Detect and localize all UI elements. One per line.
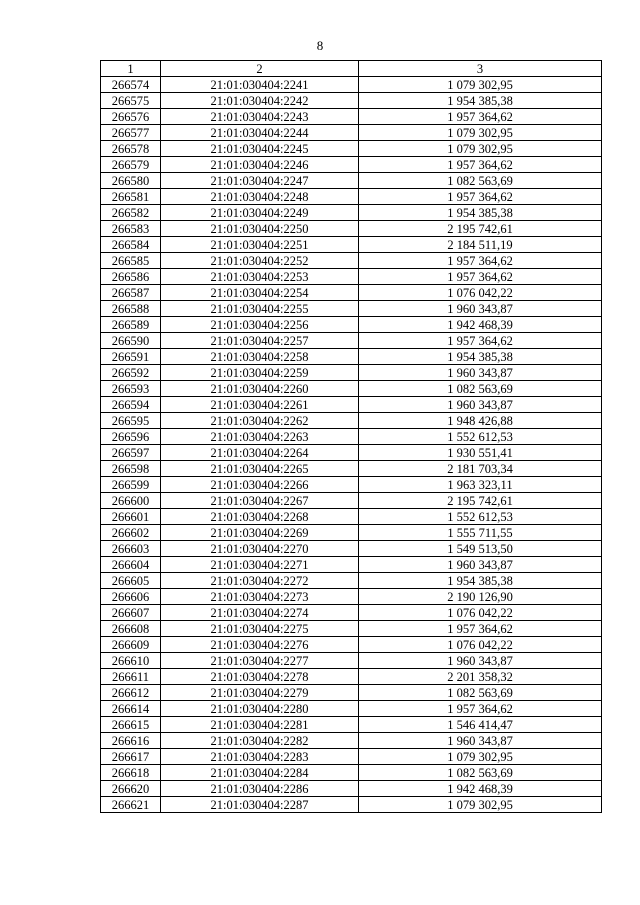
- table-row: [101, 269, 602, 285]
- table-row: [101, 381, 602, 397]
- value-cell: 1 079 302,95: [359, 125, 602, 141]
- table-row: [101, 173, 602, 189]
- row-number-cell: 266598: [101, 461, 161, 477]
- table-row: [101, 93, 602, 109]
- cadastral-number-cell: 21:01:030404:2269: [161, 525, 359, 541]
- value-cell: 1 076 042,22: [359, 637, 602, 653]
- table-row: [101, 797, 602, 813]
- value-cell: 1 549 513,50: [359, 541, 602, 557]
- table-row: [101, 365, 602, 381]
- value-cell: 1 076 042,22: [359, 285, 602, 301]
- table-row: [101, 221, 602, 237]
- page-number: 8: [316, 38, 324, 53]
- value-cell: 1 954 385,38: [359, 93, 602, 109]
- row-number-cell: 266587: [101, 285, 161, 301]
- table-row: [101, 461, 602, 477]
- table-row: [101, 669, 602, 685]
- row-number-cell: 266578: [101, 141, 161, 157]
- table-row: [101, 109, 602, 125]
- cadastral-number-cell: 21:01:030404:2274: [161, 605, 359, 621]
- row-number-cell: 266589: [101, 317, 161, 333]
- cadastral-number-cell: 21:01:030404:2284: [161, 765, 359, 781]
- table-row: [101, 701, 602, 717]
- value-cell: 1 957 364,62: [359, 269, 602, 285]
- row-number-cell: 266590: [101, 333, 161, 349]
- value-cell: 1 930 551,41: [359, 445, 602, 461]
- column-header-2: 2: [161, 61, 359, 77]
- cadastral-number-cell: 21:01:030404:2268: [161, 509, 359, 525]
- table-row: [101, 285, 602, 301]
- cadastral-number-cell: 21:01:030404:2249: [161, 205, 359, 221]
- table-row: [101, 781, 602, 797]
- table-row: [101, 685, 602, 701]
- row-number-cell: 266618: [101, 765, 161, 781]
- cadastral-number-cell: 21:01:030404:2241: [161, 77, 359, 93]
- value-cell: 1 079 302,95: [359, 749, 602, 765]
- cadastral-number-cell: 21:01:030404:2259: [161, 365, 359, 381]
- row-number-cell: 266620: [101, 781, 161, 797]
- row-number-cell: 266597: [101, 445, 161, 461]
- cadastral-number-cell: 21:01:030404:2271: [161, 557, 359, 573]
- table-row: [101, 77, 602, 93]
- row-number-cell: 266607: [101, 605, 161, 621]
- value-cell: 1 555 711,55: [359, 525, 602, 541]
- value-cell: 1 954 385,38: [359, 573, 602, 589]
- value-cell: 1 960 343,87: [359, 301, 602, 317]
- row-number-cell: 266601: [101, 509, 161, 525]
- table-row: [101, 653, 602, 669]
- table-row: [101, 253, 602, 269]
- row-number-cell: 266617: [101, 749, 161, 765]
- value-cell: 1 957 364,62: [359, 157, 602, 173]
- table-body: [101, 77, 602, 813]
- row-number-cell: 266615: [101, 717, 161, 733]
- row-number-cell: 266585: [101, 253, 161, 269]
- row-number-cell: 266621: [101, 797, 161, 813]
- cadastral-number-cell: 21:01:030404:2256: [161, 317, 359, 333]
- cadastral-number-cell: 21:01:030404:2260: [161, 381, 359, 397]
- cadastral-number-cell: 21:01:030404:2243: [161, 109, 359, 125]
- cadastral-number-cell: 21:01:030404:2266: [161, 477, 359, 493]
- row-number-cell: 266606: [101, 589, 161, 605]
- data-table: [100, 60, 602, 813]
- row-number-cell: 266592: [101, 365, 161, 381]
- cadastral-number-cell: 21:01:030404:2253: [161, 269, 359, 285]
- row-number-cell: 266614: [101, 701, 161, 717]
- cadastral-number-cell: 21:01:030404:2258: [161, 349, 359, 365]
- value-cell: 1 082 563,69: [359, 765, 602, 781]
- value-cell: 1 552 612,53: [359, 429, 602, 445]
- value-cell: 1 957 364,62: [359, 189, 602, 205]
- cadastral-number-cell: 21:01:030404:2252: [161, 253, 359, 269]
- table-row: [101, 429, 602, 445]
- column-header-3: 3: [359, 61, 602, 77]
- cadastral-number-cell: 21:01:030404:2267: [161, 493, 359, 509]
- table-row: [101, 477, 602, 493]
- table-row: [101, 349, 602, 365]
- value-cell: 2 201 358,32: [359, 669, 602, 685]
- row-number-cell: 266584: [101, 237, 161, 253]
- cadastral-number-cell: 21:01:030404:2262: [161, 413, 359, 429]
- table-row: [101, 333, 602, 349]
- value-cell: 1 082 563,69: [359, 381, 602, 397]
- value-cell: 1 960 343,87: [359, 365, 602, 381]
- value-cell: 1 963 323,11: [359, 477, 602, 493]
- row-number-cell: 266577: [101, 125, 161, 141]
- cadastral-number-cell: 21:01:030404:2265: [161, 461, 359, 477]
- cadastral-number-cell: 21:01:030404:2286: [161, 781, 359, 797]
- value-cell: 1 954 385,38: [359, 349, 602, 365]
- value-cell: 1 948 426,88: [359, 413, 602, 429]
- table-row: [101, 621, 602, 637]
- value-cell: 1 942 468,39: [359, 781, 602, 797]
- value-cell: 1 957 364,62: [359, 701, 602, 717]
- cadastral-number-cell: 21:01:030404:2276: [161, 637, 359, 653]
- table-row: [101, 749, 602, 765]
- row-number-cell: 266588: [101, 301, 161, 317]
- row-number-cell: 266599: [101, 477, 161, 493]
- row-number-cell: 266608: [101, 621, 161, 637]
- value-cell: 1 552 612,53: [359, 509, 602, 525]
- row-number-cell: 266604: [101, 557, 161, 573]
- value-cell: 1 960 343,87: [359, 557, 602, 573]
- cadastral-number-cell: 21:01:030404:2254: [161, 285, 359, 301]
- cadastral-number-cell: 21:01:030404:2275: [161, 621, 359, 637]
- value-cell: 1 079 302,95: [359, 797, 602, 813]
- row-number-cell: 266610: [101, 653, 161, 669]
- row-number-cell: 266593: [101, 381, 161, 397]
- table-header-row: [101, 61, 602, 77]
- table-row: [101, 525, 602, 541]
- cadastral-number-cell: 21:01:030404:2270: [161, 541, 359, 557]
- column-header-1: 1: [101, 61, 161, 77]
- value-cell: 1 957 364,62: [359, 621, 602, 637]
- table-row: [101, 589, 602, 605]
- cadastral-number-cell: 21:01:030404:2246: [161, 157, 359, 173]
- value-cell: 1 960 343,87: [359, 733, 602, 749]
- row-number-cell: 266581: [101, 189, 161, 205]
- cadastral-number-cell: 21:01:030404:2278: [161, 669, 359, 685]
- cadastral-number-cell: 21:01:030404:2273: [161, 589, 359, 605]
- cadastral-number-cell: 21:01:030404:2242: [161, 93, 359, 109]
- cadastral-number-cell: 21:01:030404:2283: [161, 749, 359, 765]
- value-cell: 1 960 343,87: [359, 397, 602, 413]
- table-row: [101, 237, 602, 253]
- row-number-cell: 266600: [101, 493, 161, 509]
- row-number-cell: 266616: [101, 733, 161, 749]
- cadastral-number-cell: 21:01:030404:2280: [161, 701, 359, 717]
- value-cell: 1 954 385,38: [359, 205, 602, 221]
- value-cell: 1 957 364,62: [359, 109, 602, 125]
- row-number-cell: 266583: [101, 221, 161, 237]
- value-cell: 1 082 563,69: [359, 173, 602, 189]
- cadastral-number-cell: 21:01:030404:2244: [161, 125, 359, 141]
- row-number-cell: 266611: [101, 669, 161, 685]
- table-row: [101, 125, 602, 141]
- table-row: [101, 317, 602, 333]
- table-row: [101, 541, 602, 557]
- table-row: [101, 301, 602, 317]
- row-number-cell: 266574: [101, 77, 161, 93]
- table-row: [101, 157, 602, 173]
- value-cell: 1 942 468,39: [359, 317, 602, 333]
- value-cell: 1 082 563,69: [359, 685, 602, 701]
- value-cell: 2 195 742,61: [359, 493, 602, 509]
- row-number-cell: 266586: [101, 269, 161, 285]
- cadastral-number-cell: 21:01:030404:2287: [161, 797, 359, 813]
- table-row: [101, 557, 602, 573]
- row-number-cell: 266612: [101, 685, 161, 701]
- row-number-cell: 266591: [101, 349, 161, 365]
- row-number-cell: 266609: [101, 637, 161, 653]
- cadastral-number-cell: 21:01:030404:2257: [161, 333, 359, 349]
- cadastral-number-cell: 21:01:030404:2277: [161, 653, 359, 669]
- row-number-cell: 266579: [101, 157, 161, 173]
- cadastral-number-cell: 21:01:030404:2282: [161, 733, 359, 749]
- value-cell: 1 960 343,87: [359, 653, 602, 669]
- table-row: [101, 733, 602, 749]
- cadastral-number-cell: 21:01:030404:2255: [161, 301, 359, 317]
- row-number-cell: 266603: [101, 541, 161, 557]
- table-row: [101, 605, 602, 621]
- cadastral-number-cell: 21:01:030404:2248: [161, 189, 359, 205]
- cadastral-number-cell: 21:01:030404:2263: [161, 429, 359, 445]
- table-row: [101, 573, 602, 589]
- value-cell: 1 079 302,95: [359, 77, 602, 93]
- value-cell: 2 181 703,34: [359, 461, 602, 477]
- cadastral-number-cell: 21:01:030404:2247: [161, 173, 359, 189]
- value-cell: 2 195 742,61: [359, 221, 602, 237]
- row-number-cell: 266605: [101, 573, 161, 589]
- cadastral-number-cell: 21:01:030404:2279: [161, 685, 359, 701]
- table-row: [101, 141, 602, 157]
- value-cell: 2 184 511,19: [359, 237, 602, 253]
- cadastral-number-cell: 21:01:030404:2272: [161, 573, 359, 589]
- table-row: [101, 205, 602, 221]
- table-row: [101, 765, 602, 781]
- table-row: [101, 493, 602, 509]
- cadastral-number-cell: 21:01:030404:2251: [161, 237, 359, 253]
- table-row: [101, 189, 602, 205]
- row-number-cell: 266594: [101, 397, 161, 413]
- row-number-cell: 266576: [101, 109, 161, 125]
- cadastral-number-cell: 21:01:030404:2245: [161, 141, 359, 157]
- value-cell: 1 957 364,62: [359, 253, 602, 269]
- row-number-cell: 266596: [101, 429, 161, 445]
- value-cell: 1 079 302,95: [359, 141, 602, 157]
- value-cell: 1 957 364,62: [359, 333, 602, 349]
- row-number-cell: 266595: [101, 413, 161, 429]
- cadastral-number-cell: 21:01:030404:2261: [161, 397, 359, 413]
- value-cell: 2 190 126,90: [359, 589, 602, 605]
- table-row: [101, 509, 602, 525]
- value-cell: 1 076 042,22: [359, 605, 602, 621]
- table-row: [101, 717, 602, 733]
- table-row: [101, 413, 602, 429]
- cadastral-number-cell: 21:01:030404:2250: [161, 221, 359, 237]
- row-number-cell: 266575: [101, 93, 161, 109]
- table-row: [101, 397, 602, 413]
- row-number-cell: 266582: [101, 205, 161, 221]
- cadastral-number-cell: 21:01:030404:2264: [161, 445, 359, 461]
- table-row: [101, 637, 602, 653]
- cadastral-number-cell: 21:01:030404:2281: [161, 717, 359, 733]
- row-number-cell: 266602: [101, 525, 161, 541]
- row-number-cell: 266580: [101, 173, 161, 189]
- table-row: [101, 445, 602, 461]
- value-cell: 1 546 414,47: [359, 717, 602, 733]
